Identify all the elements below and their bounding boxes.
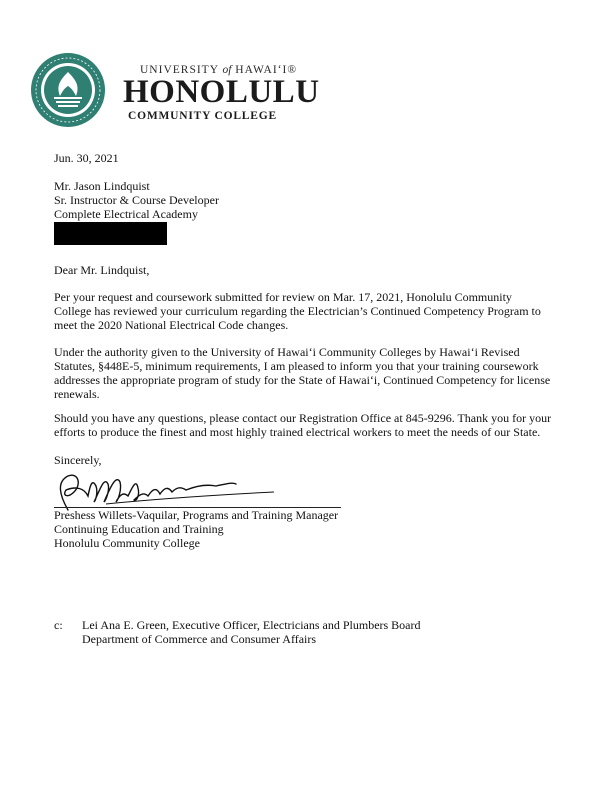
closing: Sincerely, [54, 453, 102, 467]
signer-institution: Honolulu Community College [54, 536, 200, 550]
paragraph-2 [54, 345, 554, 401]
recipient-title: Sr. Instructor & Course Developer [54, 193, 219, 207]
paragraph-line: Should you have any questions, please contact our Registration Office at 845-9296. Thank you for your [54, 411, 552, 425]
signer-block [54, 508, 554, 550]
signer-name-title: Preshess Willets-Vaquilar, Programs and Training Manager [54, 508, 339, 522]
paragraph-line: renewals. [54, 387, 100, 401]
paragraph-line: College has reviewed your curriculum regarding the Electrician’s Continued Competency Program to [54, 304, 541, 318]
university-seal-icon [30, 52, 106, 128]
recipient-name: Mr. Jason Lindquist [54, 179, 150, 193]
recipient-address [54, 179, 554, 221]
university-name: UNIVERSITY of HAWAI‘I® [140, 64, 298, 76]
cc-line-2: Department of Commerce and Consumer Affairs [82, 632, 317, 646]
paragraph-1 [54, 290, 554, 332]
recipient-organization: Complete Electrical Academy [54, 207, 198, 221]
college-subtitle: COMMUNITY COLLEGE [128, 110, 277, 122]
cc-label: c: [54, 618, 63, 632]
paragraph-line: Under the authority given to the University of Hawai‘i Community Colleges by Hawai‘i Revised [54, 345, 520, 359]
cc-recipients [82, 618, 421, 646]
paragraph-line: Per your request and coursework submitted for review on Mar. 17, 2021, Honolulu Community [54, 290, 512, 304]
paragraph-line: addresses the appropriate program of study for the State of Hawai‘i, Continued Competency for license [54, 373, 551, 387]
paragraph-3 [54, 411, 554, 439]
redacted-block [54, 222, 167, 245]
cc-line-1: Lei Ana E. Green, Executive Officer, Electricians and Plumbers Board [82, 618, 421, 632]
paragraph-line: Statutes, §448E-5, minimum requirements, I am pleased to inform you that your training coursework [54, 359, 539, 373]
college-name: HONOLULU [123, 74, 320, 110]
signer-department: Continuing Education and Training [54, 522, 224, 536]
paragraph-line: meet the 2020 National Electrical Code changes. [54, 318, 289, 332]
salutation: Dear Mr. Lindquist, [54, 263, 150, 277]
letter-date: Jun. 30, 2021 [54, 151, 119, 165]
paragraph-line: efforts to produce the finest and most highly trained electrical workers to meet the needs of our State. [54, 425, 541, 439]
